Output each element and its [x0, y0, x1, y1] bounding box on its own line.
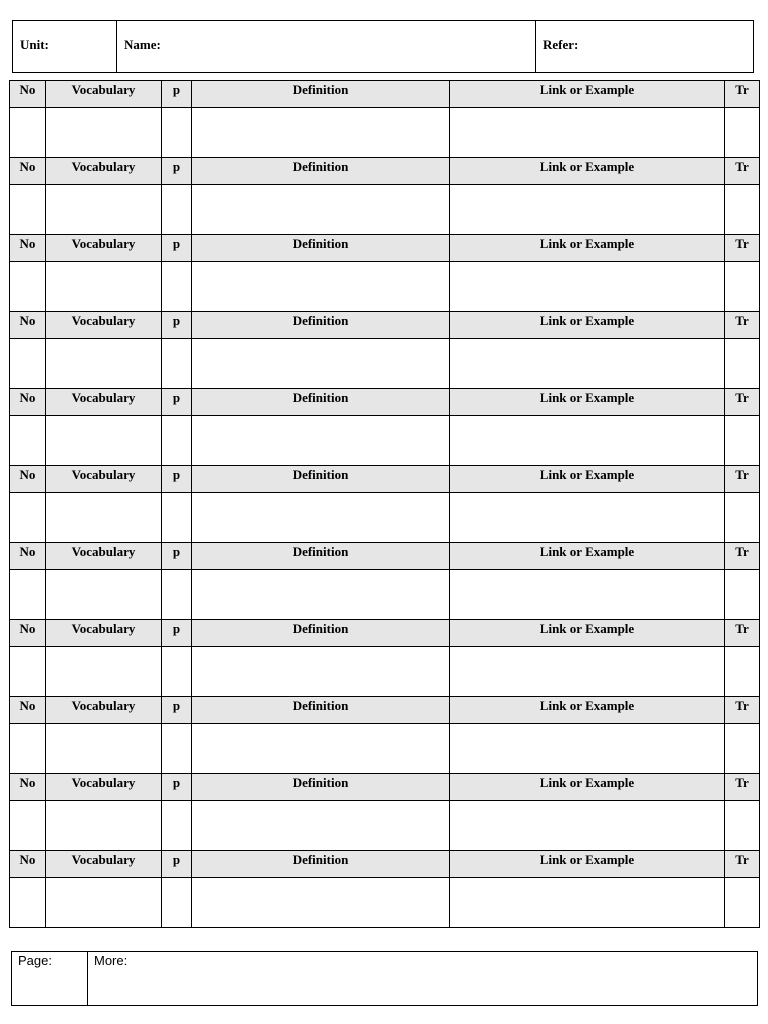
- column-header-definition: Definition: [192, 389, 450, 416]
- column-header-no: No: [10, 312, 46, 339]
- column-header-p: p: [162, 543, 192, 570]
- column-header-p: p: [162, 620, 192, 647]
- entry-cell-p[interactable]: [162, 801, 192, 851]
- entry-cell-definition[interactable]: [192, 493, 450, 543]
- column-header-vocabulary: Vocabulary: [46, 312, 162, 339]
- entry-cell-no[interactable]: [10, 724, 46, 774]
- column-header-row: [10, 543, 760, 570]
- refer-label: Refer:: [543, 37, 579, 52]
- worksheet-footer: [11, 951, 758, 1006]
- column-header-no: No: [10, 774, 46, 801]
- entry-cell-link[interactable]: [450, 339, 725, 389]
- entry-row: [10, 262, 760, 312]
- column-header-link: Link or Example: [450, 389, 725, 416]
- entry-cell-p[interactable]: [162, 493, 192, 543]
- entry-cell-p[interactable]: [162, 724, 192, 774]
- entry-cell-vocabulary[interactable]: [46, 108, 162, 158]
- entry-cell-definition[interactable]: [192, 647, 450, 697]
- entry-cell-tr[interactable]: [725, 185, 760, 235]
- entry-cell-vocabulary[interactable]: [46, 185, 162, 235]
- entry-cell-p[interactable]: [162, 647, 192, 697]
- column-header-no: No: [10, 466, 46, 493]
- entry-row: [10, 339, 760, 389]
- entry-cell-vocabulary[interactable]: [46, 801, 162, 851]
- entry-cell-vocabulary[interactable]: [46, 339, 162, 389]
- column-header-link: Link or Example: [450, 851, 725, 878]
- column-header-link: Link or Example: [450, 543, 725, 570]
- column-header-p: p: [162, 697, 192, 724]
- column-header-definition: Definition: [192, 620, 450, 647]
- entry-cell-p[interactable]: [162, 185, 192, 235]
- column-header-vocabulary: Vocabulary: [46, 851, 162, 878]
- name-field[interactable]: [117, 21, 536, 72]
- entry-cell-definition[interactable]: [192, 878, 450, 928]
- column-header-no: No: [10, 81, 46, 108]
- column-header-definition: Definition: [192, 543, 450, 570]
- column-header-vocabulary: Vocabulary: [46, 697, 162, 724]
- column-header-no: No: [10, 543, 46, 570]
- entry-cell-link[interactable]: [450, 878, 725, 928]
- column-header-tr: Tr: [725, 158, 760, 185]
- worksheet-header: [12, 20, 754, 73]
- column-header-row: [10, 466, 760, 493]
- column-header-no: No: [10, 697, 46, 724]
- entry-cell-tr[interactable]: [725, 416, 760, 466]
- column-header-definition: Definition: [192, 774, 450, 801]
- column-header-row: [10, 620, 760, 647]
- entry-cell-no[interactable]: [10, 801, 46, 851]
- column-header-link: Link or Example: [450, 81, 725, 108]
- column-header-tr: Tr: [725, 851, 760, 878]
- vocabulary-table-body: [10, 81, 760, 928]
- column-header-no: No: [10, 235, 46, 262]
- entry-cell-link[interactable]: [450, 647, 725, 697]
- page-field[interactable]: [12, 952, 88, 1005]
- column-header-tr: Tr: [725, 466, 760, 493]
- entry-cell-tr[interactable]: [725, 108, 760, 158]
- column-header-tr: Tr: [725, 543, 760, 570]
- column-header-p: p: [162, 774, 192, 801]
- more-label: More:: [94, 953, 128, 968]
- column-header-row: [10, 312, 760, 339]
- column-header-tr: Tr: [725, 389, 760, 416]
- entry-cell-vocabulary[interactable]: [46, 647, 162, 697]
- column-header-definition: Definition: [192, 466, 450, 493]
- unit-label: Unit:: [20, 37, 49, 52]
- entry-row: [10, 416, 760, 466]
- column-header-vocabulary: Vocabulary: [46, 81, 162, 108]
- column-header-definition: Definition: [192, 81, 450, 108]
- entry-cell-p[interactable]: [162, 262, 192, 312]
- entry-cell-definition[interactable]: [192, 570, 450, 620]
- column-header-link: Link or Example: [450, 158, 725, 185]
- column-header-tr: Tr: [725, 774, 760, 801]
- column-header-vocabulary: Vocabulary: [46, 620, 162, 647]
- name-label: Name:: [124, 37, 161, 52]
- column-header-tr: Tr: [725, 697, 760, 724]
- entry-cell-tr[interactable]: [725, 339, 760, 389]
- entry-row: [10, 801, 760, 851]
- entry-cell-p[interactable]: [162, 339, 192, 389]
- column-header-definition: Definition: [192, 235, 450, 262]
- column-header-vocabulary: Vocabulary: [46, 389, 162, 416]
- entry-cell-definition[interactable]: [192, 185, 450, 235]
- column-header-p: p: [162, 312, 192, 339]
- column-header-row: [10, 851, 760, 878]
- column-header-row: [10, 389, 760, 416]
- entry-cell-tr[interactable]: [725, 801, 760, 851]
- column-header-no: No: [10, 158, 46, 185]
- entry-cell-no[interactable]: [10, 878, 46, 928]
- entry-cell-link[interactable]: [450, 416, 725, 466]
- entry-cell-definition[interactable]: [192, 801, 450, 851]
- column-header-row: [10, 81, 760, 108]
- entry-cell-no[interactable]: [10, 185, 46, 235]
- entry-cell-vocabulary[interactable]: [46, 493, 162, 543]
- column-header-p: p: [162, 466, 192, 493]
- column-header-vocabulary: Vocabulary: [46, 466, 162, 493]
- column-header-definition: Definition: [192, 312, 450, 339]
- column-header-link: Link or Example: [450, 466, 725, 493]
- column-header-p: p: [162, 158, 192, 185]
- entry-row: [10, 878, 760, 928]
- entry-cell-definition[interactable]: [192, 416, 450, 466]
- entry-cell-link[interactable]: [450, 185, 725, 235]
- column-header-no: No: [10, 620, 46, 647]
- entry-row: [10, 724, 760, 774]
- column-header-row: [10, 235, 760, 262]
- entry-cell-tr[interactable]: [725, 724, 760, 774]
- entry-cell-definition[interactable]: [192, 262, 450, 312]
- entry-cell-link[interactable]: [450, 570, 725, 620]
- entry-cell-p[interactable]: [162, 570, 192, 620]
- column-header-row: [10, 774, 760, 801]
- entry-cell-no[interactable]: [10, 339, 46, 389]
- column-header-vocabulary: Vocabulary: [46, 774, 162, 801]
- entry-cell-link[interactable]: [450, 801, 725, 851]
- column-header-no: No: [10, 851, 46, 878]
- entry-cell-tr[interactable]: [725, 647, 760, 697]
- column-header-row: [10, 697, 760, 724]
- entry-cell-vocabulary[interactable]: [46, 262, 162, 312]
- column-header-vocabulary: Vocabulary: [46, 158, 162, 185]
- column-header-link: Link or Example: [450, 697, 725, 724]
- page-label: Page:: [18, 953, 52, 968]
- entry-cell-no[interactable]: [10, 493, 46, 543]
- entry-row: [10, 493, 760, 543]
- column-header-link: Link or Example: [450, 312, 725, 339]
- refer-field[interactable]: [536, 21, 753, 72]
- more-field[interactable]: [88, 952, 757, 1005]
- column-header-tr: Tr: [725, 235, 760, 262]
- column-header-row: [10, 158, 760, 185]
- entry-cell-p[interactable]: [162, 108, 192, 158]
- column-header-vocabulary: Vocabulary: [46, 235, 162, 262]
- entry-row: [10, 185, 760, 235]
- vocabulary-table: [9, 80, 760, 928]
- column-header-link: Link or Example: [450, 774, 725, 801]
- column-header-tr: Tr: [725, 81, 760, 108]
- entry-cell-definition[interactable]: [192, 339, 450, 389]
- entry-cell-tr[interactable]: [725, 493, 760, 543]
- column-header-definition: Definition: [192, 158, 450, 185]
- entry-cell-definition[interactable]: [192, 108, 450, 158]
- entry-row: [10, 108, 760, 158]
- entry-cell-vocabulary[interactable]: [46, 724, 162, 774]
- entry-row: [10, 570, 760, 620]
- entry-cell-vocabulary[interactable]: [46, 878, 162, 928]
- entry-row: [10, 647, 760, 697]
- column-header-p: p: [162, 389, 192, 416]
- column-header-link: Link or Example: [450, 620, 725, 647]
- column-header-p: p: [162, 235, 192, 262]
- entry-cell-tr[interactable]: [725, 262, 760, 312]
- entry-cell-vocabulary[interactable]: [46, 570, 162, 620]
- entry-cell-link[interactable]: [450, 493, 725, 543]
- entry-cell-no[interactable]: [10, 570, 46, 620]
- column-header-tr: Tr: [725, 620, 760, 647]
- column-header-definition: Definition: [192, 851, 450, 878]
- entry-cell-no[interactable]: [10, 647, 46, 697]
- entry-cell-tr[interactable]: [725, 878, 760, 928]
- entry-cell-link[interactable]: [450, 262, 725, 312]
- entry-cell-no[interactable]: [10, 262, 46, 312]
- column-header-p: p: [162, 81, 192, 108]
- column-header-p: p: [162, 851, 192, 878]
- entry-cell-tr[interactable]: [725, 570, 760, 620]
- column-header-vocabulary: Vocabulary: [46, 543, 162, 570]
- entry-cell-p[interactable]: [162, 416, 192, 466]
- entry-cell-p[interactable]: [162, 878, 192, 928]
- entry-cell-no[interactable]: [10, 416, 46, 466]
- entry-cell-link[interactable]: [450, 724, 725, 774]
- column-header-link: Link or Example: [450, 235, 725, 262]
- entry-cell-definition[interactable]: [192, 724, 450, 774]
- entry-cell-no[interactable]: [10, 108, 46, 158]
- unit-field[interactable]: [13, 21, 117, 72]
- column-header-no: No: [10, 389, 46, 416]
- entry-cell-link[interactable]: [450, 108, 725, 158]
- column-header-tr: Tr: [725, 312, 760, 339]
- entry-cell-vocabulary[interactable]: [46, 416, 162, 466]
- column-header-definition: Definition: [192, 697, 450, 724]
